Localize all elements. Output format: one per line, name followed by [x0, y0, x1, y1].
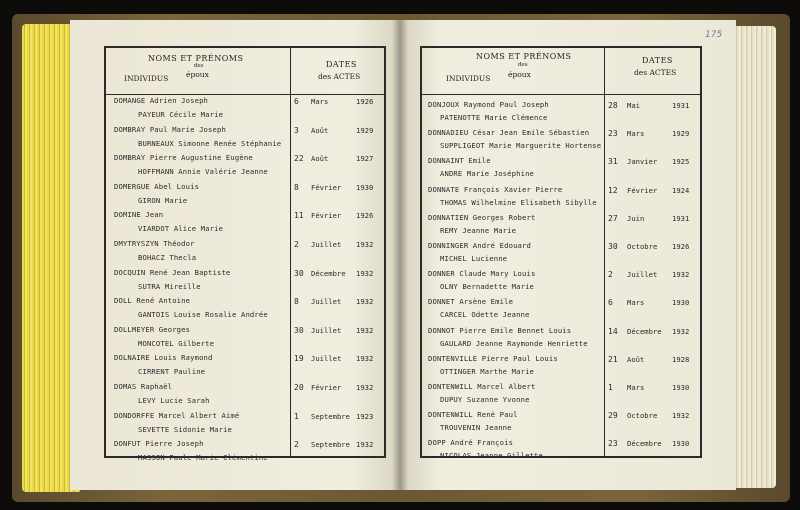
- spouse-name: THOMAS Wilhelmine Elisabeth Sibylle: [440, 197, 597, 207]
- spouse-name: BOHACZ Thecla: [138, 253, 197, 262]
- individu-name: DONNAINT Emile: [428, 156, 491, 166]
- act-day: 21: [608, 354, 618, 364]
- spouse-name: PAYEUR Cécile Marie: [138, 110, 224, 119]
- header-dates: DATES: [326, 60, 357, 69]
- act-month: Mai: [627, 101, 640, 110]
- act-day: 19: [294, 354, 304, 364]
- act-month: Février: [627, 185, 658, 195]
- act-year: 1926: [672, 242, 690, 251]
- act-year: 1927: [356, 154, 374, 164]
- spouse-name: PATENOTTE Marie Clémence: [440, 113, 548, 122]
- spouse-name: OLNY Bernadette Marie: [440, 282, 535, 292]
- act-month: Août: [627, 354, 645, 364]
- act-year: 1932: [672, 411, 690, 421]
- individu-name: DONTENVILLE Pierre Paul Louis: [428, 353, 558, 363]
- act-month: Mars: [627, 129, 645, 139]
- act-year: 1932: [356, 240, 374, 249]
- header-des-actes: des ACTES: [318, 72, 361, 81]
- act-year: 1930: [672, 439, 690, 449]
- spouse-name: OTTINGER Marthe Marie: [440, 366, 535, 376]
- act-month: Juin: [627, 213, 645, 223]
- act-day: 20: [294, 383, 304, 392]
- individu-name: DONNINGER André Edouard: [428, 241, 531, 250]
- header-noms: NOMS ET PRÉNOMS: [148, 54, 244, 63]
- act-year: 1932: [356, 268, 374, 278]
- spouse-name: GAULARD Jeanne Raymonde Henriette: [440, 338, 588, 348]
- act-day: 30: [294, 325, 304, 335]
- act-day: 23: [608, 129, 618, 139]
- act-day: 30: [608, 242, 618, 251]
- header-epoux: époux: [508, 70, 531, 79]
- spouse-name: BURNEAUX Simonne Renée Stéphanie: [138, 138, 282, 148]
- individu-name: DONNOT Pierre Emile Bennet Louis: [428, 325, 572, 335]
- header-individus: INDIVIDUS: [124, 74, 169, 83]
- act-year: 1928: [672, 354, 690, 364]
- act-day: 6: [294, 97, 299, 106]
- spouse-name: ANDRE Marie Joséphine: [440, 169, 535, 179]
- act-year: 1930: [672, 383, 690, 392]
- individu-name: DONTENWILL Marcel Albert: [428, 382, 536, 391]
- header-divider: [106, 94, 384, 95]
- act-month: Septembre: [311, 440, 350, 450]
- act-year: 1926: [356, 211, 374, 221]
- act-month: Janvier: [627, 157, 658, 167]
- act-day: 8: [294, 182, 299, 192]
- act-month: Mars: [311, 97, 329, 106]
- folio-number: 175: [705, 30, 723, 40]
- act-year: 1929: [356, 125, 374, 135]
- act-month: Décembre: [311, 268, 346, 278]
- act-month: Juillet: [311, 325, 342, 335]
- spouse-name: SUTRA Mireille: [138, 281, 201, 291]
- act-year: 1925: [672, 157, 690, 167]
- act-month: Décembre: [627, 439, 662, 449]
- act-month: Juillet: [311, 240, 342, 249]
- act-year: 1932: [356, 354, 374, 364]
- individu-name: DONJOUX Raymond Paul Joseph: [428, 100, 549, 109]
- act-day: 28: [608, 101, 618, 110]
- left-register-table: [104, 46, 386, 463]
- act-year: 1930: [356, 182, 374, 192]
- act-day: 3: [294, 125, 299, 135]
- spouse-name: MICHEL Lucienne: [440, 254, 508, 263]
- act-month: Février: [311, 211, 342, 221]
- act-day: 27: [608, 213, 618, 223]
- individu-name: DONNER Claude Mary Louis: [428, 269, 536, 279]
- individu-name: DMYTRYSZYN Théodor: [114, 239, 195, 248]
- individu-name: DONNATIEN Georges Robert: [428, 212, 536, 222]
- header-divider: [422, 94, 700, 95]
- spouse-name: DUPUY Suzanne Yvonne: [440, 395, 530, 404]
- header-des: des: [194, 63, 204, 69]
- individu-name: DONDORFFE Marcel Albert Aimé: [114, 410, 240, 420]
- act-month: Décembre: [627, 326, 662, 336]
- act-day: 31: [608, 157, 618, 167]
- spouse-name: CIRRENT Pauline: [138, 367, 206, 377]
- spouse-name: VIARDOT Alice Marie: [138, 224, 224, 234]
- act-year: 1929: [672, 129, 690, 139]
- act-month: Octobre: [627, 411, 658, 421]
- act-day: 12: [608, 185, 618, 195]
- individu-name: DOMBRAY Pierre Augustine Eugène: [114, 153, 253, 163]
- spouse-name: GANTOIS Louise Rosalie Andrée: [138, 310, 268, 320]
- individu-name: DONNADIEU César Jean Emile Sébastien: [428, 128, 590, 138]
- act-month: Juillet: [311, 354, 342, 364]
- act-year: 1932: [672, 270, 690, 280]
- act-year: 1930: [672, 298, 690, 308]
- spouse-name: SEVETTE Sidonie Marie: [138, 424, 233, 434]
- column-divider: [290, 48, 291, 456]
- individu-name: DOCQUIN René Jean Baptiste: [114, 267, 231, 277]
- act-day: 2: [294, 240, 299, 249]
- individu-name: DOMANGE Adrien Joseph: [114, 96, 209, 105]
- individu-name: DONNATE François Xavier Pierre: [428, 184, 563, 194]
- act-year: 1932: [356, 325, 374, 335]
- individu-name: DOMINE Jean: [114, 210, 164, 220]
- individu-name: DOMAS Raphaël: [114, 382, 173, 391]
- act-year: 1931: [672, 213, 690, 223]
- individu-name: DONFUT Pierre Joseph: [114, 439, 204, 449]
- header-dates: DATES: [642, 56, 673, 65]
- individu-name: DONNET Arsène Emile: [428, 297, 514, 307]
- act-month: Février: [311, 383, 342, 392]
- act-month: Juillet: [311, 297, 342, 307]
- spouse-name: NICOLAS Jeanne Gillette: [440, 451, 543, 461]
- individu-name: DOLLMEYER Georges: [114, 324, 191, 334]
- act-day: 30: [294, 268, 304, 278]
- individu-name: DOPP André François: [428, 438, 514, 448]
- act-day: 14: [608, 326, 618, 336]
- header-des: des: [518, 62, 528, 68]
- spouse-name: SUPPLIGEOT Marie Marguerite Hortense: [440, 141, 602, 151]
- act-month: Octobre: [627, 242, 658, 251]
- act-day: 2: [294, 440, 299, 450]
- act-day: 23: [608, 439, 618, 449]
- act-day: 2: [608, 270, 613, 280]
- act-day: 1: [608, 383, 613, 392]
- header-noms: NOMS ET PRÉNOMS: [476, 52, 572, 61]
- act-month: Juillet: [627, 270, 658, 280]
- spouse-name: LEVY Lucie Sarah: [138, 396, 210, 405]
- individu-name: DOMERGUE Abel Louis: [114, 181, 200, 191]
- spouse-name: REMY Jeanne Marie: [440, 225, 517, 235]
- act-year: 1932: [356, 297, 374, 307]
- act-day: 29: [608, 411, 618, 421]
- header-individus: INDIVIDUS: [446, 74, 491, 83]
- spouse-name: MASSON Paule Marie Clémentine: [138, 453, 268, 463]
- act-day: 22: [294, 154, 304, 164]
- act-day: 6: [608, 298, 613, 308]
- act-year: 1932: [672, 326, 690, 336]
- header-epoux: époux: [186, 70, 209, 79]
- act-day: 8: [294, 297, 299, 307]
- individu-name: DONTENWILL René Paul: [428, 410, 518, 420]
- act-month: Mars: [627, 383, 645, 392]
- act-year: 1931: [672, 101, 690, 110]
- spouse-name: MONCOTEL Gilberte: [138, 338, 215, 348]
- book-gutter: [392, 20, 408, 490]
- right-page-edges: [734, 26, 776, 488]
- spouse-name: HOFFMANN Annie Valérie Jeanne: [138, 167, 268, 177]
- act-year: 1932: [356, 440, 374, 450]
- act-month: Août: [311, 154, 329, 164]
- act-day: 1: [294, 411, 299, 421]
- individu-name: DOLNAIRE Louis Raymond: [114, 353, 213, 363]
- spouse-name: CARCEL Odette Jeanne: [440, 310, 530, 320]
- act-year: 1924: [672, 185, 690, 195]
- act-month: Mars: [627, 298, 645, 308]
- act-year: 1932: [356, 383, 374, 392]
- spouse-name: TROUVENIN Jeanne: [440, 423, 512, 433]
- act-year: 1923: [356, 411, 374, 421]
- act-month: Février: [311, 182, 342, 192]
- individu-name: DOMBRAY Paul Marie Joseph: [114, 124, 226, 134]
- individu-name: DOLL René Antoine: [114, 296, 191, 306]
- column-divider: [604, 48, 605, 456]
- right-register-table: [420, 46, 702, 461]
- header-des-actes: des ACTES: [634, 68, 677, 77]
- act-year: 1926: [356, 97, 374, 106]
- act-month: Août: [311, 125, 329, 135]
- spouse-name: GIRON Marie: [138, 195, 188, 205]
- act-month: Septembre: [311, 411, 350, 421]
- act-day: 11: [294, 211, 304, 221]
